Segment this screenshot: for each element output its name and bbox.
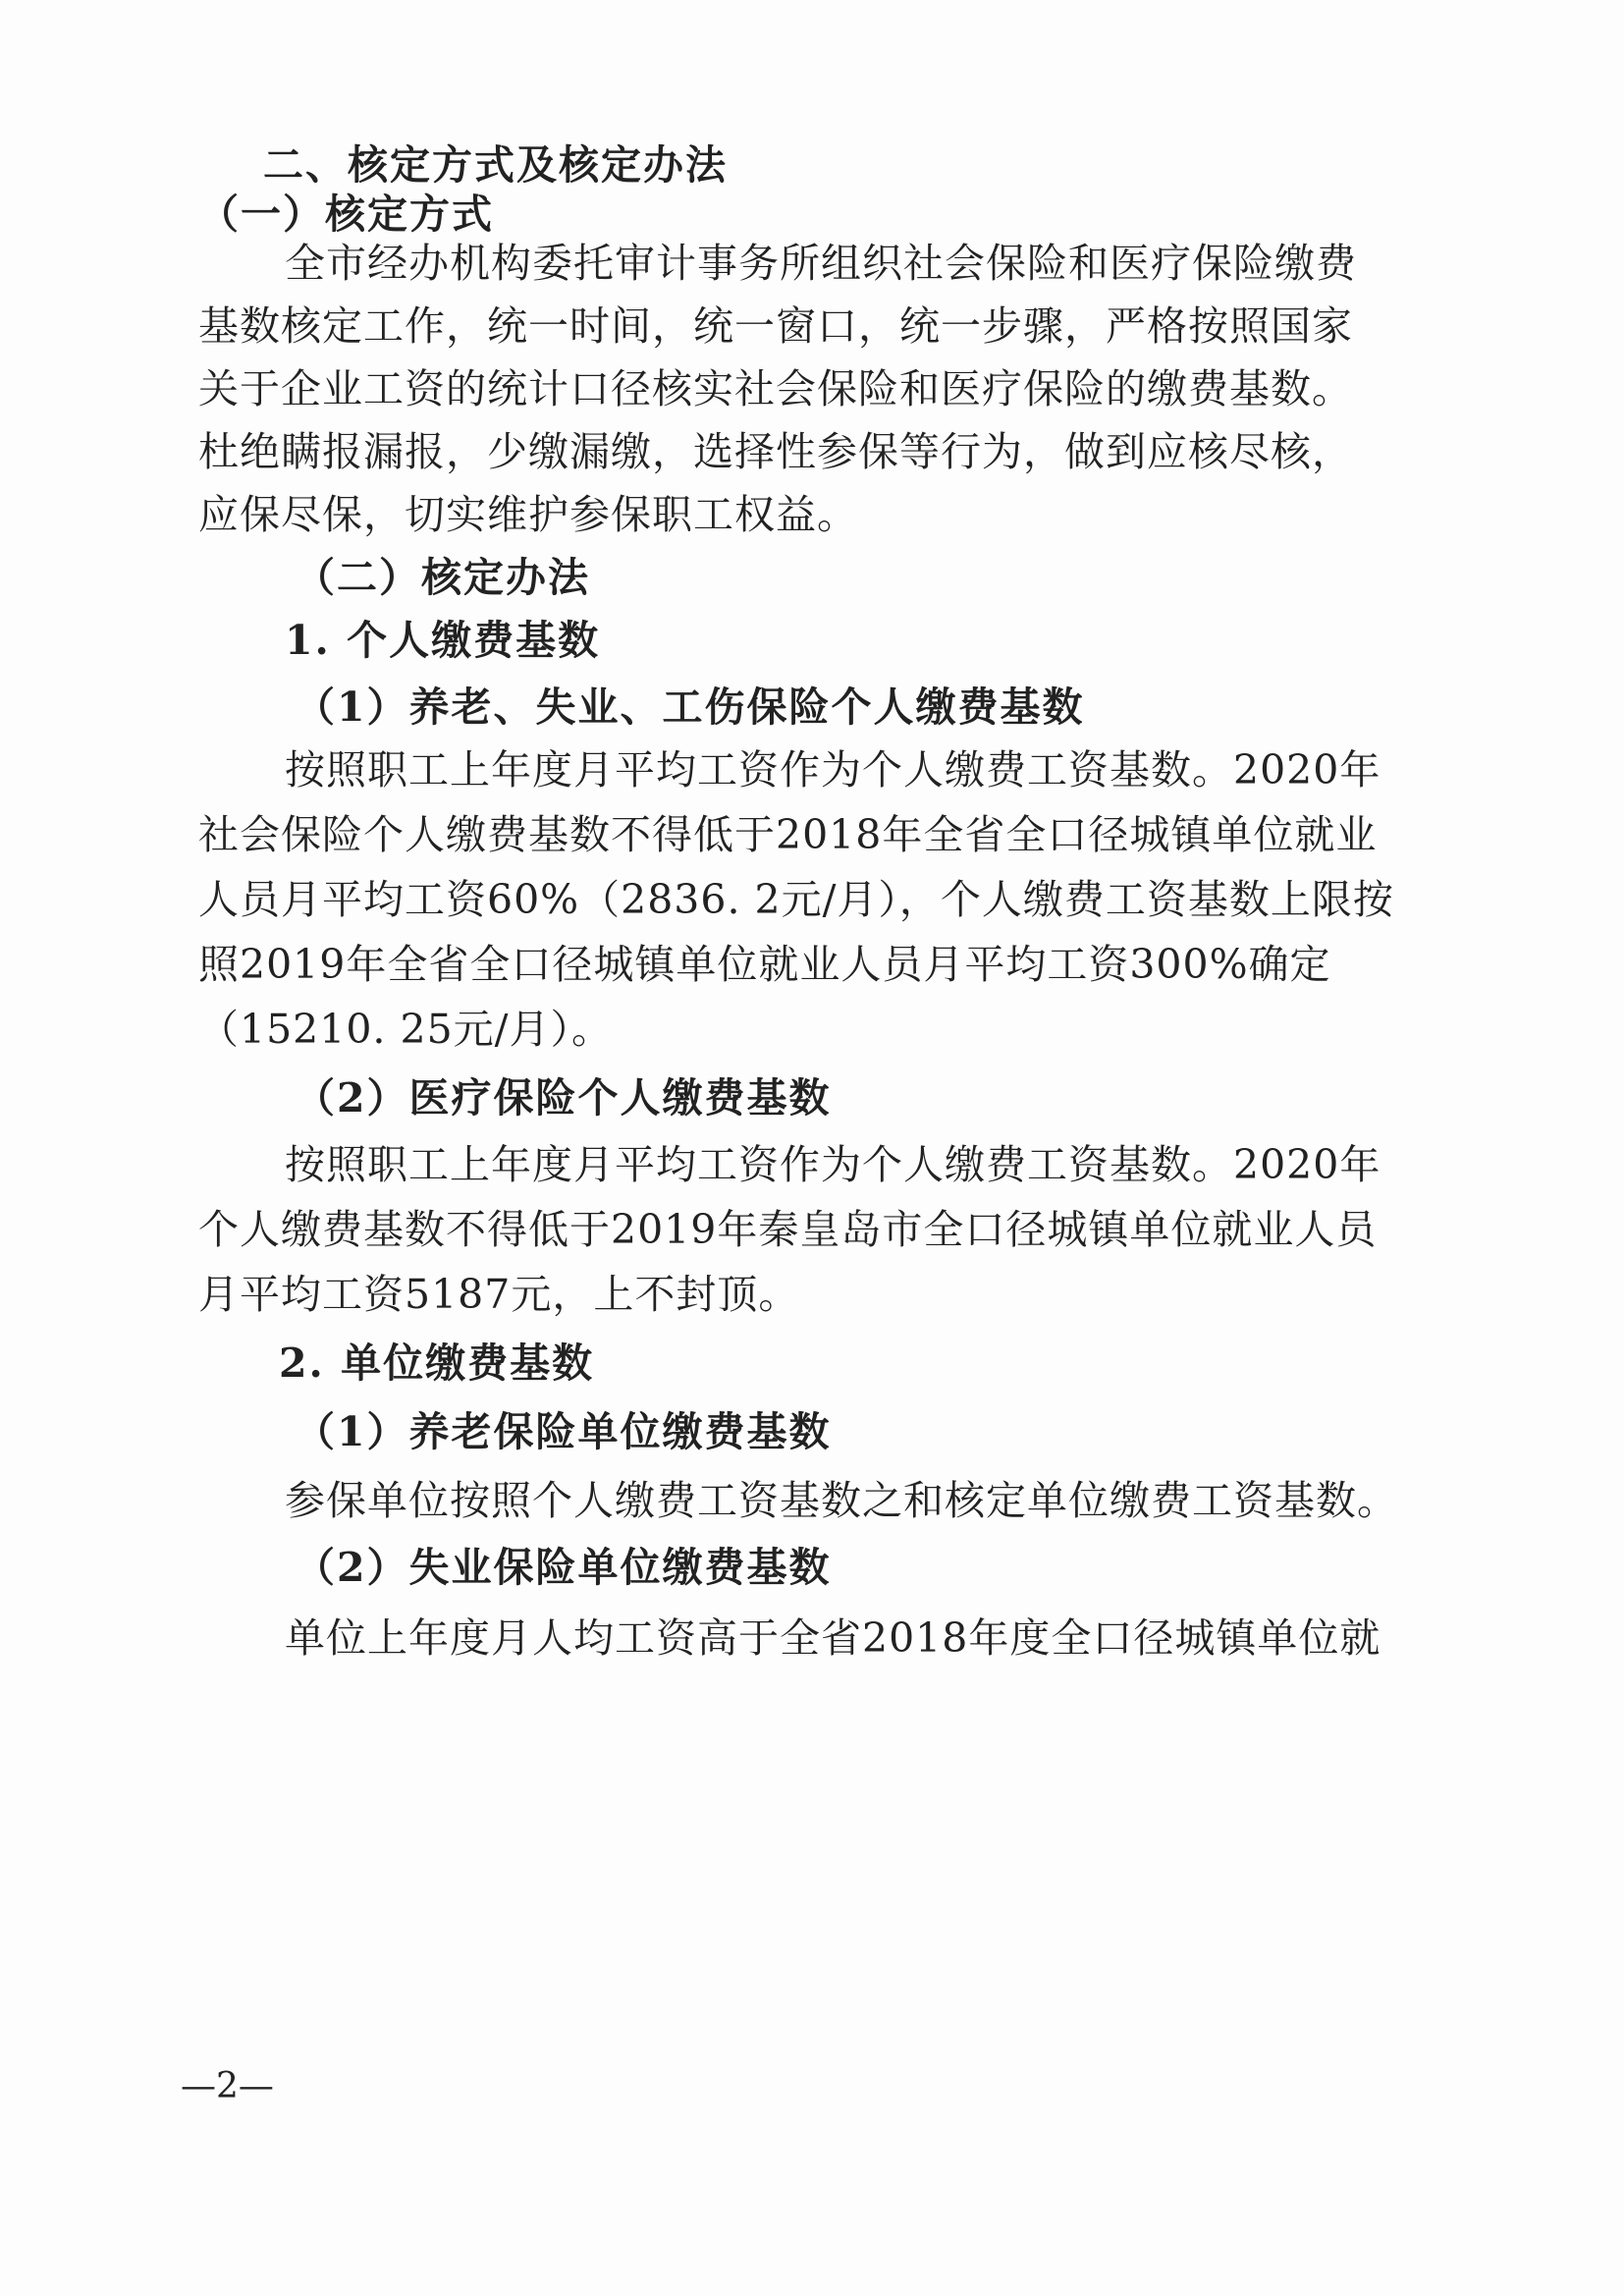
paragraph-line: 关于企业工资的统计口径核实社会保险和医疗保险的缴费基数。	[198, 365, 1353, 412]
paragraph-line: 个人缴费基数不得低于2019年秦皇岛市全口径城镇单位就业人员	[198, 1206, 1378, 1253]
paragraph-line: 应保尽保，切实维护参保职工权益。	[198, 491, 858, 538]
section-heading: 二、核定方式及核定办法	[263, 141, 728, 189]
page-number: —2—	[181, 2066, 274, 2106]
paragraph-line: 单位上年度月人均工资高于全省2018年度全口径城镇单位就	[285, 1614, 1381, 1662]
paragraph-line: 照2019年全省全口径城镇单位就业人员月平均工资300%确定	[198, 941, 1331, 988]
subsection-heading-procedure: （二）核定办法	[295, 554, 590, 601]
paragraph-line: 全市经办机构委托审计事务所组织社会保险和医疗保险缴费	[285, 240, 1357, 287]
sub-item-heading-employer-pension: （1）养老保险单位缴费基数	[295, 1408, 832, 1455]
paragraph-line: 社会保险个人缴费基数不得低于2018年全省全口径城镇单位就业	[198, 811, 1378, 858]
paragraph-line: （15210. 25元/月）。	[198, 1006, 613, 1053]
paragraph-line: 杜绝瞒报漏报，少缴漏缴，选择性参保等行为，做到应核尽核，	[198, 428, 1353, 475]
sub-item-heading-medical: （2）医疗保险个人缴费基数	[295, 1074, 832, 1121]
paragraph-line: 参保单位按照个人缴费工资基数之和核定单位缴费工资基数。	[285, 1477, 1398, 1524]
paragraph-line: 基数核定工作，统一时间，统一窗口，统一步骤，严格按照国家	[198, 302, 1353, 350]
paragraph-line: 按照职工上年度月平均工资作为个人缴费工资基数。2020年	[285, 1141, 1381, 1188]
item-heading-personal-base: 1. 个人缴费基数	[285, 617, 601, 664]
paragraph-line: 按照职工上年度月平均工资作为个人缴费工资基数。2020年	[285, 746, 1381, 793]
paragraph-line: 人员月平均工资60%（2836. 2元/月），个人缴费工资基数上限按	[198, 876, 1394, 923]
sub-item-heading-pension-unemployment-injury: （1）养老、失业、工伤保险个人缴费基数	[295, 683, 1085, 731]
item-heading-employer-base: 2. 单位缴费基数	[279, 1339, 595, 1387]
paragraph-line: 月平均工资5187元，上不封顶。	[198, 1271, 800, 1318]
sub-item-heading-employer-unemployment: （2）失业保险单位缴费基数	[295, 1544, 832, 1591]
subsection-heading-method: （一）核定方式	[198, 191, 494, 238]
